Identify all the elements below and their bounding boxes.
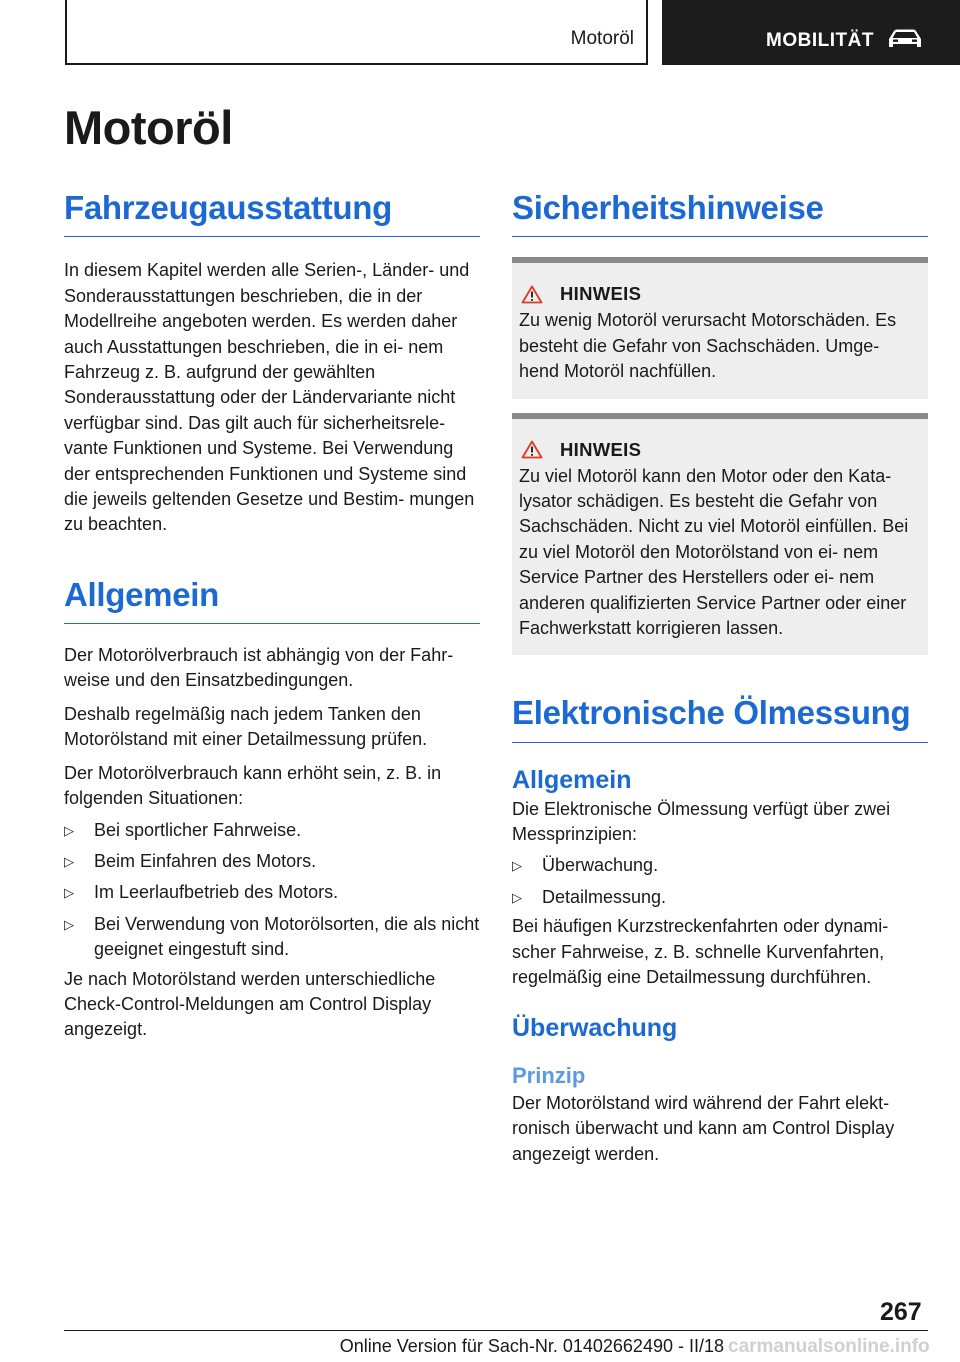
situations-list — [64, 818, 480, 963]
allgemein-p1: Der Motorölverbrauch ist abhängig von der Fahr- weise und den Einsatzbedingungen. — [64, 645, 454, 691]
left-column — [64, 190, 480, 1043]
heading-elektronische-oelmessung: Elektronische Ölmessung — [512, 695, 928, 742]
heading-allgemein-right: Allgemein — [512, 765, 632, 794]
header-chapter-tab — [662, 0, 960, 65]
footer-divider — [64, 1330, 928, 1331]
elektronisch-p1: Die Elektronische Ölmessung verfügt über zwei Messprinzipien: — [512, 798, 891, 845]
warning-note — [512, 257, 928, 398]
triangle-bullet-icon: ▷ — [64, 822, 74, 838]
triangle-bullet-icon: ▷ — [512, 889, 522, 905]
list-item: ▷ Überwachung. — [512, 853, 928, 878]
car-icon — [886, 28, 924, 50]
heading-ueberwachung: Überwachung — [512, 1013, 678, 1042]
heading-sicherheitshinweise: Sicherheitshinweise — [512, 190, 928, 237]
elektronisch-p3: Der Motorölstand wird während der Fahrt elekt- ronisch überwacht und kann am Control Display angezeigt werden. — [512, 1092, 895, 1164]
list-item: ▷ Im Leerlaufbetrieb des Motors. — [64, 880, 480, 905]
note-label: HINWEIS — [560, 438, 642, 460]
footer-text: Online Version für Sach-Nr. 01402662490 - II/18 — [339, 1336, 724, 1356]
page-title: Motoröl — [64, 101, 233, 154]
allgemein-p4: Je nach Motorölstand werden unterschiedliche Check-Control-Meldungen am Control Display angezeigt. — [64, 968, 436, 1040]
list-item: ▷ Beim Einfahren des Motors. — [64, 849, 480, 874]
triangle-bullet-icon: ▷ — [512, 858, 522, 874]
allgemein-p3: Der Motorölverbrauch kann erhöht sein, z. B. in folgenden Situationen: — [64, 762, 442, 809]
triangle-bullet-icon: ▷ — [64, 885, 74, 901]
warning-note — [512, 413, 928, 656]
messprinzipien-list — [512, 853, 928, 910]
allgemein-p2: Deshalb regelmäßig nach jedem Tanken den Motorölstand mit einer Detailmessung prüfen. — [64, 703, 428, 750]
warning-triangle-icon — [521, 440, 543, 459]
list-item: ▷ Detailmessung. — [512, 885, 928, 910]
elektronisch-p2: Bei häufigen Kurzstreckenfahrten oder dynami- scher Fahrweise, z. B. schnelle Kurvenfahrten, regelmäßig eine Detailmessung durchführen. — [512, 916, 889, 988]
note-label: HINWEIS — [560, 283, 642, 305]
header-chapter-label: MOBILITÄT — [766, 30, 874, 51]
warning-triangle-icon — [521, 285, 543, 304]
heading-fahrzeugausstattung: Fahrzeugausstattung — [64, 190, 480, 237]
heading-allgemein: Allgemein — [64, 577, 480, 624]
watermark: carmanualsonline.info — [728, 1336, 930, 1357]
note-text: Zu viel Motoröl kann den Motor oder den Kata- lysator schädigen. Es besteht die Gefahr von Sachschäden. Nicht zu viel Motoröl einfüllen. Bei zu viel Motoröl den Motorölstand von ei- nem Service Partner des Herstellers oder ei- nem anderen qualifizierten Service Partner oder einer Fachwerkstatt korrigieren lassen. — [519, 465, 909, 638]
header-section-tab — [65, 0, 648, 65]
triangle-bullet-icon: ▷ — [64, 853, 74, 869]
header-section-label: Motoröl — [570, 28, 634, 49]
list-item: ▷ Bei Verwendung von Motorölsorten, die als nicht geeignet eingestuft sind. — [64, 913, 480, 960]
heading-prinzip: Prinzip — [512, 1062, 586, 1088]
list-item: ▷ Bei sportlicher Fahrweise. — [64, 818, 480, 843]
page-number: 267 — [880, 1298, 922, 1326]
fahrzeug-text: In diesem Kapitel werden alle Serien-, Länder- und Sonderausstattungen beschrieben, die in der Modellreihe angeboten werden. Es werden daher auch Ausstattungen beschrieben, die in ei- nem Fahrzeug z. B. aufgrund der gewählten Sonderausstattung oder der Ländervariante nicht verfügbar sind. Das gilt auch für sicherheitsrele- vante Funktionen und Systeme. Bei Verwendung der entsprechenden Funktionen und Systeme sind die jeweils geltenden Gesetze und Bestim- mungen zu beachten. — [64, 260, 475, 535]
note-text: Zu wenig Motoröl verursacht Motorschäden. Es besteht die Gefahr von Sachschäden. Umge- hend Motoröl nachfüllen. — [519, 310, 897, 382]
right-column — [512, 190, 928, 1167]
triangle-bullet-icon: ▷ — [64, 916, 74, 932]
